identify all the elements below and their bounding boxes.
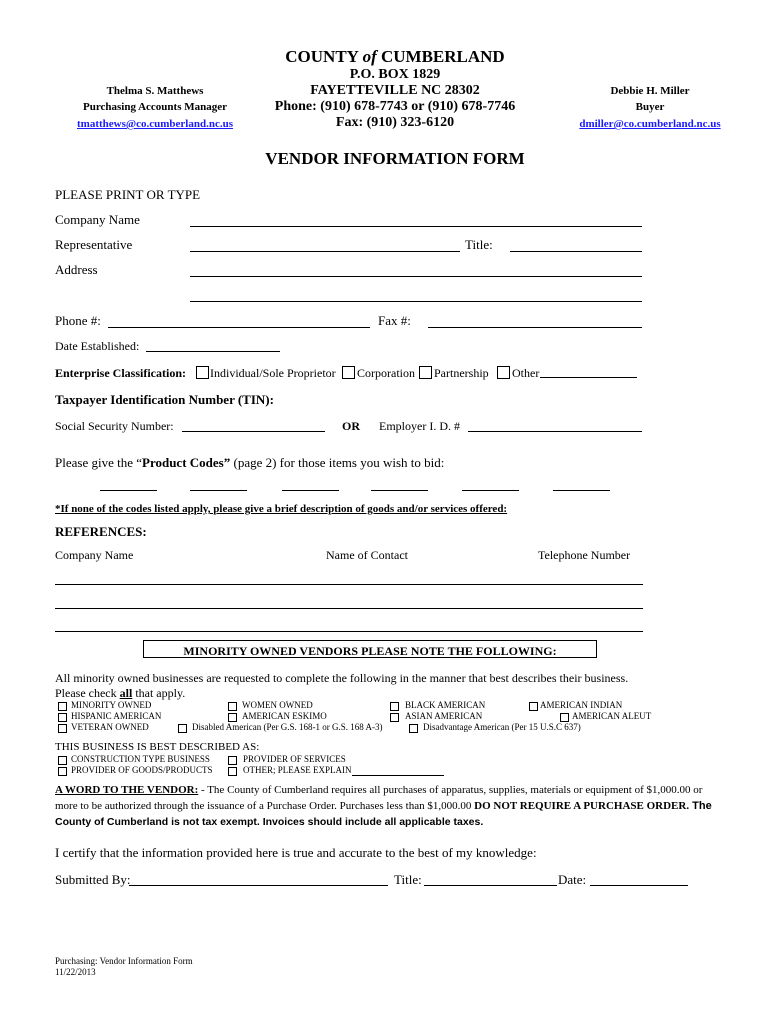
title-field[interactable] bbox=[510, 251, 642, 252]
employer-id-label: Employer I. D. # bbox=[379, 419, 460, 433]
black-american-checkbox[interactable] bbox=[390, 702, 399, 711]
phone-label: Phone #: bbox=[55, 313, 101, 328]
partnership-label: Partnership bbox=[434, 366, 489, 380]
individual-label: Individual/Sole Proprietor bbox=[210, 366, 336, 380]
enterprise-label: Enterprise Classification: bbox=[55, 366, 186, 380]
eskimo-label: AMERICAN ESKIMO bbox=[242, 711, 327, 721]
references-heading: REFERENCES: bbox=[55, 524, 147, 539]
american-indian-label: AMERICAN INDIAN bbox=[540, 700, 623, 710]
certify-title-label: Title: bbox=[394, 872, 422, 887]
other-explain-field[interactable] bbox=[352, 775, 444, 776]
minority-intro: All minority owned businesses are requested to complete the following in the manner that best describes their business. bbox=[55, 671, 629, 685]
product-codes-instruction: Please give the “Product Codes” (page 2) for those items you wish to bid: bbox=[55, 455, 445, 470]
product-code-field-2[interactable] bbox=[190, 490, 247, 491]
other-explain-checkbox[interactable] bbox=[228, 767, 237, 776]
ssn-field[interactable] bbox=[182, 431, 325, 432]
construction-checkbox[interactable] bbox=[58, 756, 67, 765]
construction-label: CONSTRUCTION TYPE BUSINESS bbox=[71, 754, 210, 764]
ref-col-contact: Name of Contact bbox=[326, 548, 408, 562]
representative-label: Representative bbox=[55, 237, 133, 252]
veteran-checkbox[interactable] bbox=[58, 724, 67, 733]
american-aleut-checkbox[interactable] bbox=[560, 713, 569, 722]
certify-date-field[interactable] bbox=[590, 885, 688, 886]
company-name-label: Company Name bbox=[55, 212, 140, 227]
submitted-by-label: Submitted By: bbox=[55, 872, 131, 887]
other-explain-label: OTHER; PLEASE EXPLAIN bbox=[243, 765, 352, 775]
american-indian-checkbox[interactable] bbox=[529, 702, 538, 711]
reference-line-2[interactable] bbox=[55, 608, 643, 609]
address-field-2[interactable] bbox=[190, 301, 642, 302]
form-title: VENDOR INFORMATION FORM bbox=[265, 149, 525, 168]
goods-checkbox[interactable] bbox=[58, 767, 67, 776]
fax-label: Fax #: bbox=[378, 313, 411, 328]
asian-american-label: ASIAN AMERICAN bbox=[405, 711, 483, 721]
goods-label: PROVIDER OF GOODS/PRODUCTS bbox=[71, 765, 213, 775]
disadvantage-label: Disadvantage American (Per 15 U.S.C 637) bbox=[423, 722, 581, 732]
women-owned-label: WOMEN OWNED bbox=[242, 700, 313, 710]
disabled-checkbox[interactable] bbox=[178, 724, 187, 733]
disabled-label: Disabled American (Per G.S. 168-1 or G.S. 168 A-3) bbox=[192, 722, 383, 732]
services-label: PROVIDER OF SERVICES bbox=[243, 754, 346, 764]
employer-id-field[interactable] bbox=[468, 431, 642, 432]
vendor-word-line3: County of Cumberland is not tax exempt. Invoices should include all applicable taxes. bbox=[55, 816, 484, 828]
eskimo-checkbox[interactable] bbox=[228, 713, 237, 722]
veteran-label: VETERAN OWNED bbox=[71, 722, 149, 732]
representative-field[interactable] bbox=[190, 251, 460, 252]
corporation-checkbox[interactable] bbox=[342, 366, 355, 379]
phone-numbers: Phone: (910) 678-7743 or (910) 678-7746 bbox=[274, 99, 516, 114]
codes-note: *If none of the codes listed apply, please give a brief description of goods and/or services offered: bbox=[55, 503, 508, 515]
asian-american-checkbox[interactable] bbox=[390, 713, 399, 722]
or-label: OR bbox=[342, 419, 360, 433]
date-established-field[interactable] bbox=[146, 351, 280, 352]
left-contact-email[interactable]: tmatthews@co.cumberland.nc.us bbox=[77, 118, 233, 130]
certify-date-label: Date: bbox=[558, 872, 587, 887]
fax-field[interactable] bbox=[428, 327, 642, 328]
disadvantage-checkbox[interactable] bbox=[409, 724, 418, 733]
fax-number: Fax: (910) 323-6120 bbox=[335, 115, 455, 130]
product-code-field-4[interactable] bbox=[371, 490, 428, 491]
right-contact-email[interactable]: dmiller@co.cumberland.nc.us bbox=[579, 118, 721, 130]
submitted-by-field[interactable] bbox=[129, 885, 388, 886]
hispanic-checkbox[interactable] bbox=[58, 713, 67, 722]
individual-checkbox[interactable] bbox=[196, 366, 209, 379]
corporation-label: Corporation bbox=[357, 366, 415, 380]
right-contact-title: Buyer bbox=[635, 101, 665, 113]
left-contact-title: Purchasing Accounts Manager bbox=[82, 101, 228, 113]
minority-owned-checkbox[interactable] bbox=[58, 702, 67, 711]
po-box: P.O. BOX 1829 bbox=[349, 67, 441, 82]
left-contact-name: Thelma S. Matthews bbox=[106, 85, 204, 97]
american-aleut-label: AMERICAN ALEUT bbox=[572, 711, 652, 721]
company-name-field[interactable] bbox=[190, 226, 642, 227]
best-described-heading: THIS BUSINESS IS BEST DESCRIBED AS: bbox=[55, 741, 260, 753]
right-contact-name: Debbie H. Miller bbox=[610, 85, 690, 97]
vendor-word-label: A WORD TO THE VENDOR: bbox=[55, 784, 199, 796]
black-american-label: BLACK AMERICAN bbox=[405, 700, 486, 710]
partnership-checkbox[interactable] bbox=[419, 366, 432, 379]
product-code-field-5[interactable] bbox=[462, 490, 519, 491]
address-label: Address bbox=[55, 262, 98, 277]
reference-line-3[interactable] bbox=[55, 631, 643, 632]
product-code-field-6[interactable] bbox=[553, 490, 610, 491]
women-owned-checkbox[interactable] bbox=[228, 702, 237, 711]
footer-date: 11/22/2013 bbox=[55, 967, 96, 977]
minority-notice-box bbox=[143, 640, 597, 658]
reference-line-1[interactable] bbox=[55, 584, 643, 585]
check-all-instruction: Please check all that apply. bbox=[55, 686, 186, 700]
other-checkbox[interactable] bbox=[497, 366, 510, 379]
title-label: Title: bbox=[465, 237, 493, 252]
hispanic-label: HISPANIC AMERICAN bbox=[71, 711, 162, 721]
tin-heading: Taxpayer Identification Number (TIN): bbox=[55, 392, 274, 407]
city-address: FAYETTEVILLE NC 28302 bbox=[310, 83, 480, 98]
vendor-word-line1: A WORD TO THE VENDOR: - The County of Cumberland requires all purchases of apparatus, supplies, materials or equipment of $1,000.00 or bbox=[55, 784, 703, 796]
product-code-field-3[interactable] bbox=[282, 490, 339, 491]
ref-col-company: Company Name bbox=[55, 548, 134, 562]
footer-form-name: Purchasing: Vendor Information Form bbox=[55, 956, 193, 966]
address-field-1[interactable] bbox=[190, 276, 642, 277]
print-instruction: PLEASE PRINT OR TYPE bbox=[55, 187, 201, 202]
ssn-label: Social Security Number: bbox=[55, 419, 174, 433]
services-checkbox[interactable] bbox=[228, 756, 237, 765]
vendor-word-line2: more to be authorized through the issuance of a Purchase Order. Purchases less than $1,000.00 DO NOT REQUIRE A PURCHASE ORDER. The bbox=[55, 800, 712, 812]
certify-statement: I certify that the information provided here is true and accurate to the best of my knowledge: bbox=[55, 845, 537, 860]
other-label: Other bbox=[512, 366, 540, 380]
ref-col-phone: Telephone Number bbox=[538, 548, 631, 562]
other-field[interactable] bbox=[540, 377, 637, 378]
minority-notice-title: MINORITY OWNED VENDORS PLEASE NOTE THE FOLLOWING: bbox=[183, 644, 557, 658]
minority-owned-label: MINORITY OWNED bbox=[71, 700, 152, 710]
county-title: COUNTY of CUMBERLAND bbox=[285, 47, 505, 66]
phone-field[interactable] bbox=[108, 327, 370, 328]
date-established-label: Date Established: bbox=[55, 339, 140, 353]
certify-title-field[interactable] bbox=[424, 885, 557, 886]
product-code-field-1[interactable] bbox=[100, 490, 157, 491]
